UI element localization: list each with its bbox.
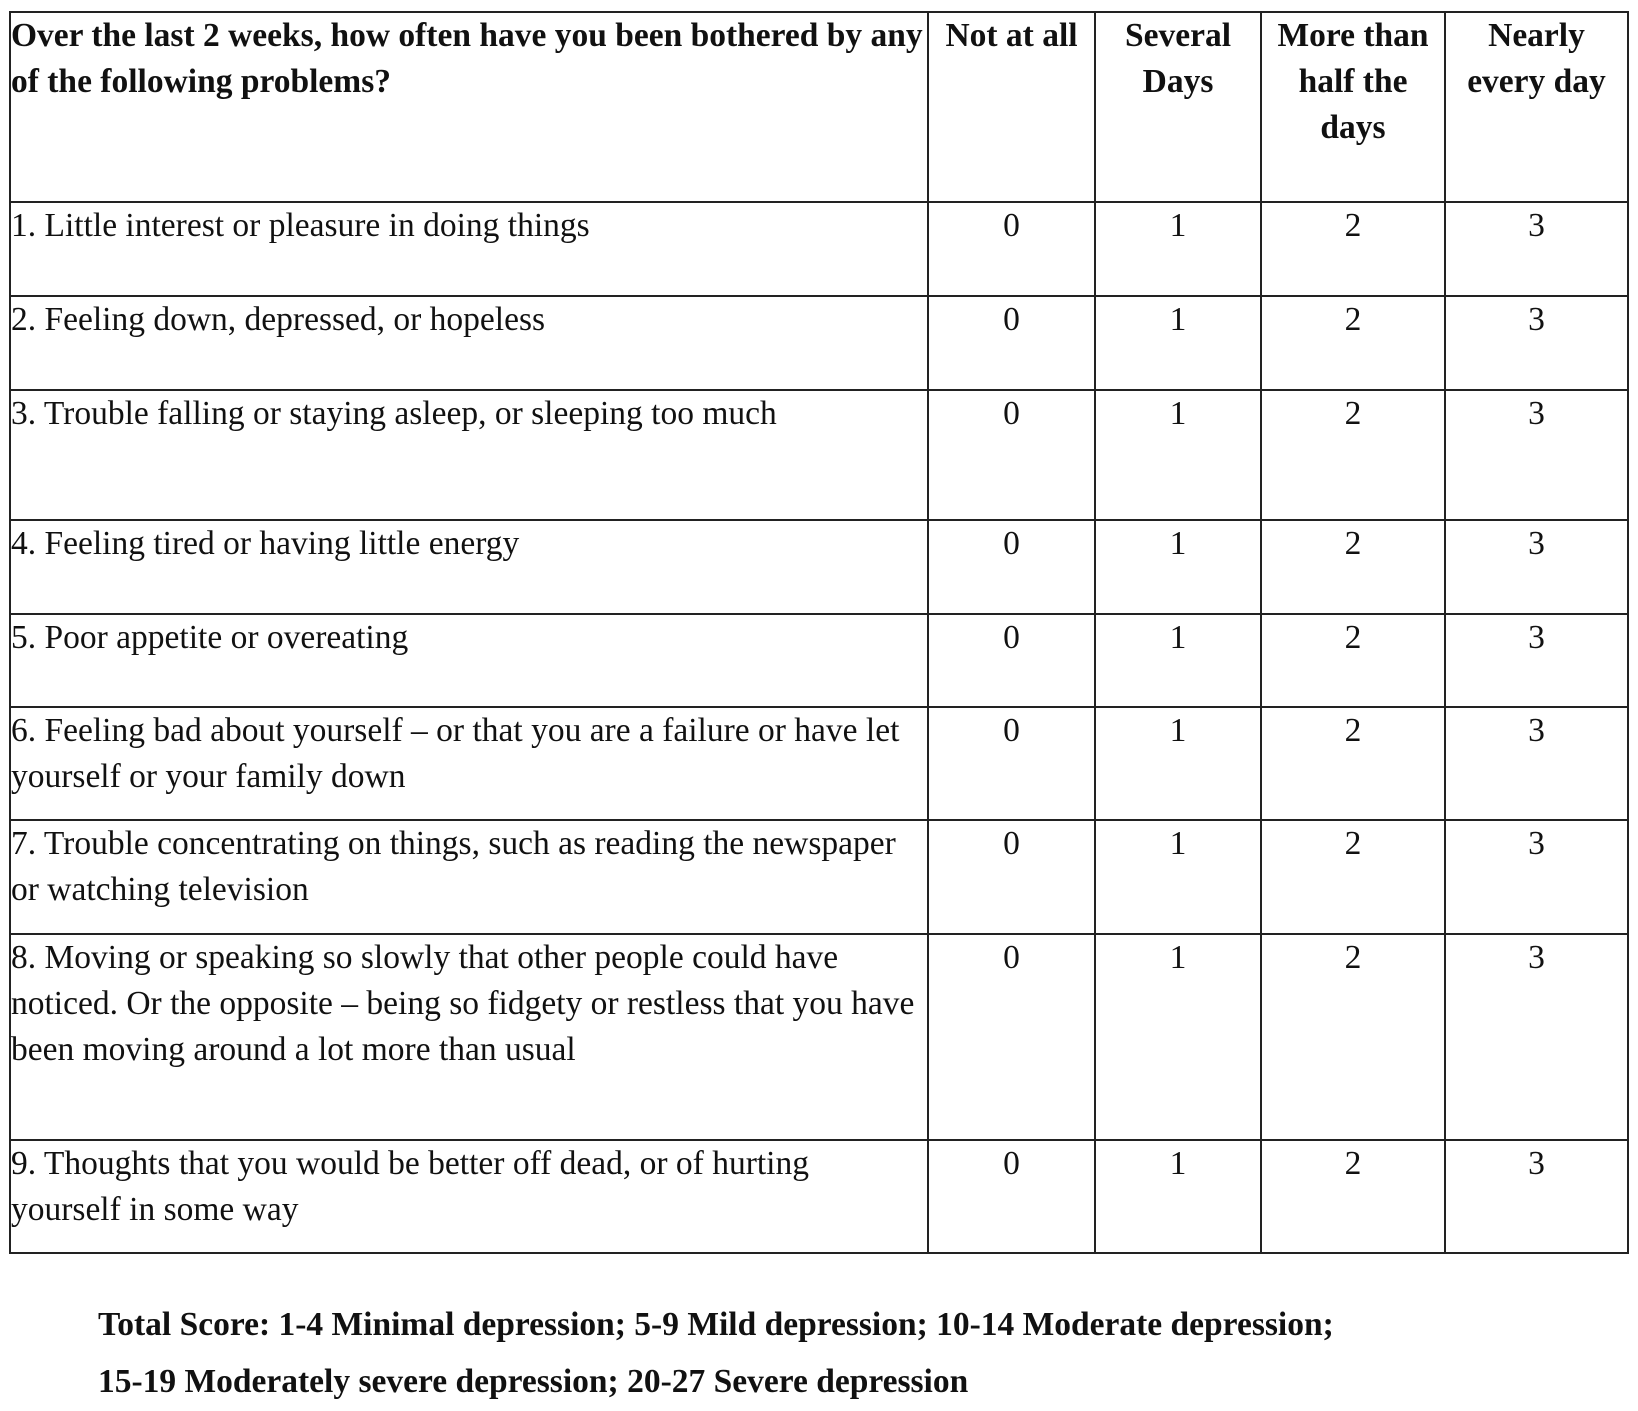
score-cell: 3 (1445, 934, 1628, 1140)
score-cell: 1 (1095, 707, 1261, 820)
header-row (10, 12, 1628, 202)
score-cell: 0 (928, 296, 1095, 390)
score-cell: 1 (1095, 202, 1261, 296)
header-option-nearly-every-day: Nearly every day (1445, 12, 1628, 202)
score-cell: 1 (1095, 1140, 1261, 1253)
score-cell: 1 (1095, 390, 1261, 520)
score-cell: 0 (928, 934, 1095, 1140)
score-cell: 1 (1095, 520, 1261, 614)
score-cell: 3 (1445, 707, 1628, 820)
item-text: 9. Thoughts that you would be better off dead, or of hurting yourself in some way (10, 1140, 928, 1253)
score-cell: 2 (1261, 934, 1445, 1140)
score-cell: 0 (928, 520, 1095, 614)
table-row (10, 296, 1628, 390)
table-row (10, 614, 1628, 707)
score-cell: 3 (1445, 820, 1628, 934)
table-row (10, 820, 1628, 934)
score-cell: 2 (1261, 1140, 1445, 1253)
table-row (10, 390, 1628, 520)
item-text: 8. Moving or speaking so slowly that other people could have noticed. Or the opposite – being so fidgety or restless that you have been moving around a lot more than usual (10, 934, 928, 1140)
score-cell: 0 (928, 1140, 1095, 1253)
score-cell: 0 (928, 707, 1095, 820)
header-option-several-days: Several Days (1095, 12, 1261, 202)
score-cell: 3 (1445, 520, 1628, 614)
header-option-not-at-all: Not at all (928, 12, 1095, 202)
item-text: 3. Trouble falling or staying asleep, or sleeping too much (10, 390, 928, 520)
table-row (10, 1140, 1628, 1253)
score-cell: 1 (1095, 296, 1261, 390)
score-cell: 0 (928, 820, 1095, 934)
score-cell: 2 (1261, 390, 1445, 520)
score-cell: 2 (1261, 707, 1445, 820)
score-cell: 2 (1261, 820, 1445, 934)
header-question: Over the last 2 weeks, how often have you been bothered by any of the following problems? (10, 12, 928, 202)
item-text: 2. Feeling down, depressed, or hopeless (10, 296, 928, 390)
score-cell: 2 (1261, 296, 1445, 390)
total-score-line-1: Total Score: 1-4 Minimal depression; 5-9 Mild depression; 10-14 Moderate depression; (98, 1306, 1334, 1343)
header-option-more-than-half: More than half the days (1261, 12, 1445, 202)
score-cell: 1 (1095, 820, 1261, 934)
total-score-line-2: 15-19 Moderately severe depression; 20-27 Severe depression (98, 1363, 969, 1400)
score-cell: 3 (1445, 614, 1628, 707)
score-cell: 0 (928, 390, 1095, 520)
table-row (10, 202, 1628, 296)
item-text: 4. Feeling tired or having little energy (10, 520, 928, 614)
item-text: 1. Little interest or pleasure in doing things (10, 202, 928, 296)
score-cell: 3 (1445, 296, 1628, 390)
total-score-legend (98, 1296, 1618, 1410)
table-row (10, 520, 1628, 614)
score-cell: 2 (1261, 614, 1445, 707)
table-row (10, 707, 1628, 820)
phq9-table (9, 11, 1629, 1254)
score-cell: 1 (1095, 934, 1261, 1140)
score-cell: 2 (1261, 202, 1445, 296)
item-text: 6. Feeling bad about yourself – or that you are a failure or have let yourself or your family down (10, 707, 928, 820)
score-cell: 3 (1445, 390, 1628, 520)
score-cell: 0 (928, 202, 1095, 296)
score-cell: 1 (1095, 614, 1261, 707)
item-text: 7. Trouble concentrating on things, such as reading the newspaper or watching television (10, 820, 928, 934)
score-cell: 3 (1445, 1140, 1628, 1253)
score-cell: 2 (1261, 520, 1445, 614)
table-row (10, 934, 1628, 1140)
item-text: 5. Poor appetite or overeating (10, 614, 928, 707)
score-cell: 3 (1445, 202, 1628, 296)
score-cell: 0 (928, 614, 1095, 707)
